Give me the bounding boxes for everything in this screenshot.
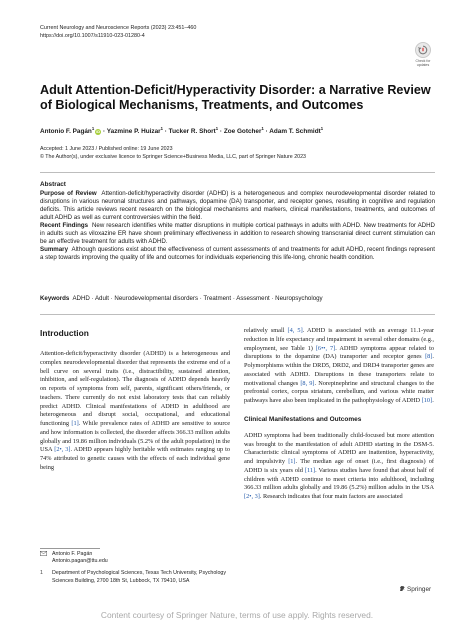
author-name[interactable]: Adam T. Schmidt$^1$ xyxy=(269,126,324,136)
footnotes xyxy=(40,548,230,585)
abstract-purpose: Purpose of Review Attention-deficit/hyperactivity disorder (ADHD) is a heterogeneous and complex neurodevelopmental disorder related to disruptions in various neuronal structures and pathways, dopamine (DA) transporter, and receptor genes, resulting in cognitive and regulation deficits. This article reviews recent research on the biological mechanisms and markers, clinical manifestations, treatments, and outcomes of adult ADHD as well as current controversies within the field. xyxy=(40,189,435,221)
divider xyxy=(40,172,435,173)
abstract-findings-label: Recent Findings xyxy=(40,221,89,229)
citation-link[interactable]: [2•, 3] xyxy=(54,446,71,454)
springer-horse-icon xyxy=(399,585,406,595)
abstract-summary-label: Summary xyxy=(40,245,68,253)
introduction-paragraph: Attention-deficit/hyperactivity disorder (ADHD) is a heterogeneous and complex neurodevelopmental disorder that represents the extreme end of a bell curve on several traits (i.e., distractibility, sustained attention, inhibition, and self-regulation). The diagnosis of ADHD depends heavily on reports of symptoms from self, parents, significant others/friends, or teachers. There currently do not exist laboratory tests that can reliably predict ADHD. Clinical manifestations of ADHD in adulthood are heterogeneous and disrupt social, occupational, and educational functioning [1]. While prevalence rates of ADHD are sensitive to source and how information is collected, the disorder affects 366.33 million adults globally and 19.86 million individuals (5.2% of the adult population) in the USA [2•, 3]. ADHD appears highly heritable with estimates ranging up to 74% attributed to genetic causes with the effects of each individual gene being xyxy=(40,350,231,471)
citation-link[interactable]: [1] xyxy=(71,420,79,427)
introduction-heading: Introduction xyxy=(40,328,89,338)
orcid-icon[interactable]: iD xyxy=(96,129,101,135)
envelope-icon xyxy=(40,551,52,565)
abstract-heading: Abstract xyxy=(40,181,66,188)
corresponding-author-email[interactable]: Antonio.pagan@ttu.edu xyxy=(52,558,108,565)
watermark: Content courtesy of Springer Nature, terms of use apply. Rights reserved. xyxy=(100,610,374,620)
divider xyxy=(40,314,435,315)
citation-link[interactable]: [6••, 7] xyxy=(315,344,336,352)
publisher-logo xyxy=(399,585,431,595)
author-name[interactable]: Tucker R. Short$^1$ xyxy=(168,126,219,136)
affiliation-marker: 1 xyxy=(40,570,43,577)
citation-link[interactable]: [8] xyxy=(425,353,433,361)
body-paragraph: relatively small [4, 5]. ADHD is associated with an average 11.1-year reduction in life expectancy and impairment in several other domains (e.g., employment, see Table 1) [6••, 7]. ADHD symptoms appear related to disruptions to the dopamine (DA) transporter and receptor genes [8]. Polymorphisms within the DRD5, DRD2, and DRD4 transporter genes are associated with ADHD. Disruptions in these transporters relate to motivational changes [8, 9]. Norepinephrine and structural changes to the prefrontal cortex, corpus striatum, cerebellum, and various white matter pathways have also been implicated in the pathophysiology of ADHD [10]. xyxy=(244,327,435,404)
check-for-updates-label: Check for updates xyxy=(415,59,431,67)
check-for-updates-icon xyxy=(415,42,431,58)
keywords-list: ADHD · Adult · Neurodevelopmental disorders · Treatment · Assessment · Neuropsychology xyxy=(72,295,323,302)
citation-link[interactable]: [2•, 3] xyxy=(244,493,260,500)
journal-reference xyxy=(40,24,340,40)
citation-link[interactable]: [10] xyxy=(421,397,433,404)
abstract-purpose-label: Purpose of Review xyxy=(40,189,97,197)
citation-link[interactable]: [4, 5] xyxy=(287,327,303,334)
affiliation-text: Department of Psychological Sciences, Texas Tech University, Psychology Sciences Building, 2700 18th St, Lubbock, TX 79410, USA xyxy=(52,570,226,584)
citation-link[interactable]: [8, 9] xyxy=(300,379,315,387)
corresponding-author-name: Antonio F. Pagán xyxy=(52,551,93,557)
abstract-findings: Recent Findings New research identifies white matter disruptions in multiple cortical pathways in adults with ADHD. New treatments for ADHD in adults such as viloxazine ER have shown preliminary effectiveness in addition to research showing transcranial direct current stimulation can be an effective treatment for adults with ADHD. xyxy=(40,221,435,245)
check-for-updates-button[interactable] xyxy=(410,42,436,72)
doi-link[interactable]: https://doi.org/10.1007/s11910-023-01280-4 xyxy=(40,33,145,39)
clinical-manifestations-heading: Clinical Manifestations and Outcomes xyxy=(244,415,362,423)
publication-dates xyxy=(40,146,420,161)
body-paragraph: ADHD symptoms had been traditionally child-focused but more attention was brought to the manifestation of adult ADHD starting in the DSM-5. Characteristic clinical symptoms of ADHD are inattention, hyperactivity, and impulsivity [1]. The median age of onset (i.e., first diagnosis) of ADHD is six years old [11]. Various studies have found that about half of children with ADHD continue to meet criteria into adulthood, including 366.33 million adults globally and 19.86 (5.2%) million adults in the USA [2•, 3]. Research indicates that four main factors are associated xyxy=(244,431,435,500)
abstract-summary: Summary Although questions exist about the effectiveness of current assessments of and treatments for adult ADHD, recent findings represent a step towards improving the quality of life and outcomes for individuals experiencing this life-long, chronic health condition. xyxy=(40,245,436,262)
citation-link[interactable]: [1] xyxy=(288,458,296,465)
corresponding-author xyxy=(40,551,230,565)
author-name[interactable]: Antonio F. Pagán$^1$ xyxy=(40,126,95,136)
article-title: Adult Attention-Deficit/Hyperactivity Disorder: a Narrative Review of Biological Mechanisms, Treatments, and Outcomes xyxy=(40,83,431,112)
keywords-label: Keywords xyxy=(40,295,70,302)
citation-link[interactable]: [11] xyxy=(304,466,316,474)
footnote-rule xyxy=(40,548,100,549)
abstract xyxy=(40,181,435,262)
affiliation xyxy=(40,570,230,584)
author-list: Antonio F. Pagán$^1$iD · Yazmine P. Huizar$^1$ · Tucker R. Short$^1$ · Zoe Gotcher$^1$ · Adam T. Schmidt$^1$ xyxy=(40,126,324,136)
keywords xyxy=(40,295,435,303)
author-name[interactable]: Zoe Gotcher$^1$ xyxy=(223,126,264,136)
left-column xyxy=(40,328,230,473)
accepted-published-dates: Accepted: 1 June 2023 / Published online: 19 June 2023 xyxy=(40,146,173,152)
author-name[interactable]: Yazmine P. Huizar$^1$ xyxy=(106,126,163,136)
right-column xyxy=(244,327,434,502)
copyright-line: © The Author(s), under exclusive licence to Springer Science+Business Media, LLC, part of Springer Nature 2023 xyxy=(40,153,306,160)
journal-citation-line: Current Neurology and Neuroscience Reports (2023) 23:451–460 xyxy=(40,25,197,31)
publisher-name: Springer xyxy=(407,586,432,593)
